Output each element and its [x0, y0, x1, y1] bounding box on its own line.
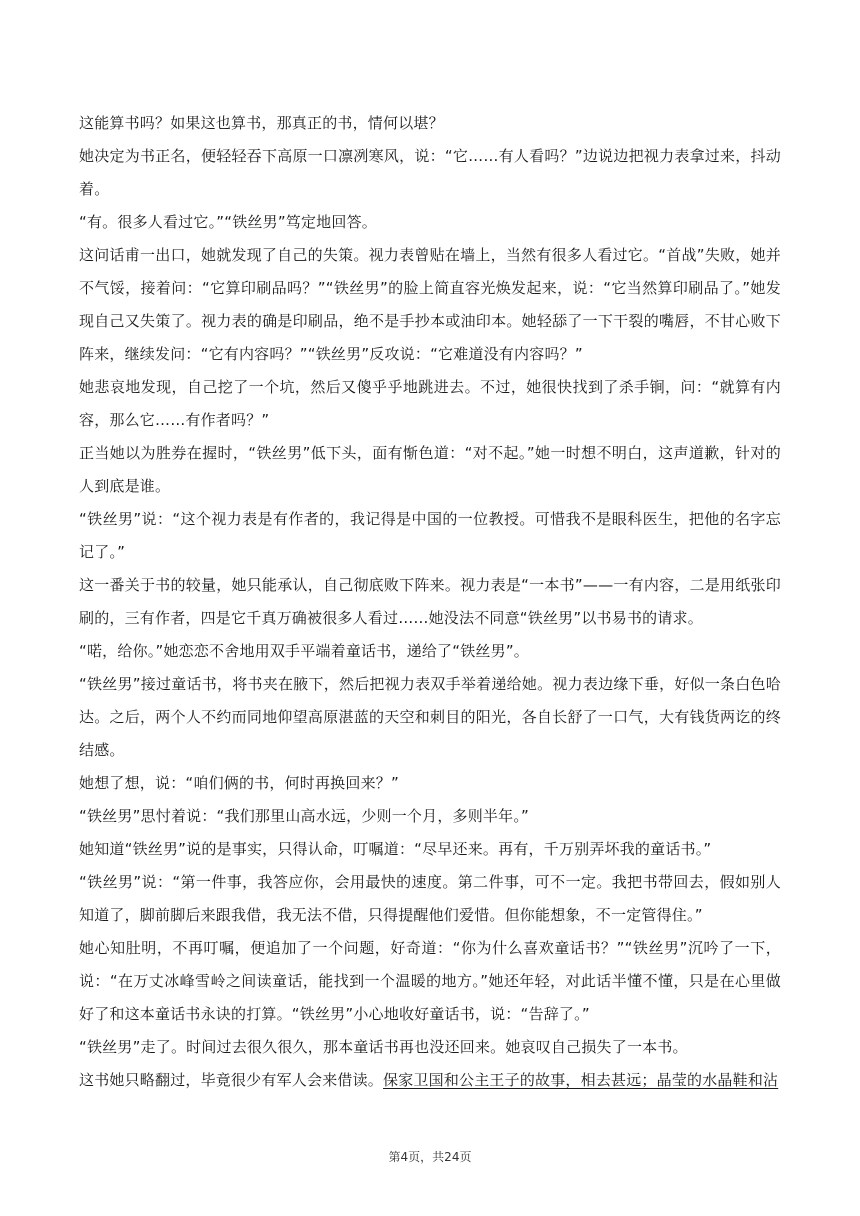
paragraph-9: “喏，给你。”她恋恋不舍地用双手平端着童话书，递给了“铁丝男”。 [79, 642, 529, 660]
paragraph-17 [79, 1064, 781, 1097]
paragraph-1: 这能算书吗？如果这也算书，那真正的书，情何以堪？ [79, 114, 444, 132]
paragraph-17-plain: 这书她只略翻过，毕竟很少有军人会来借读。 [79, 1071, 384, 1089]
paragraph-6: 正当她以为胜券在握时，“铁丝男”低下头，面有惭色道：“对不起。”她一时想不明白，这声道歉，针对的人到底是谁。 [79, 444, 781, 495]
paragraph-8: 这一番关于书的较量，她只能承认，自己彻底败下阵来。视力表是“一本书”——一有内容，二是用纸张印刷的，三有作者，四是它千真万确被很多人看过……她没法不同意“铁丝男”以书易书的请求。 [79, 576, 781, 627]
paragraph-4: 这问话甫一出口，她就发现了自己的失策。视力表曾贴在墙上，当然有很多人看过它。“首战”失败，她并不气馁，接着问：“它算印刷品吗？”“铁丝男”的脸上简直容光焕发起来，说：“它当然算印刷品了。”她发现自己又失策了。视力表的确是印刷品，绝不是手抄本或油印本。她轻舔了一下干裂的嘴唇，不甘心败下阵来，继续发问：“它有内容吗？”“铁丝男”反攻说：“它难道没有内容吗？” [79, 246, 781, 363]
paragraph-7: “铁丝男”说：“这个视力表是有作者的，我记得是中国的一位教授。可惜我不是眼科医生，把他的名字忘记了。” [79, 510, 781, 561]
paragraph-11: 她想了想，说：“咱们俩的书，何时再换回来？” [79, 774, 399, 792]
page-footer: 第4页，共24页 [388, 1150, 472, 1164]
paragraph-3: “有。很多人看过它。”“铁丝男”笃定地回答。 [79, 213, 377, 231]
paragraph-5: 她悲哀地发现，自己挖了一个坑，然后又傻乎乎地跳进去。不过，她很快找到了杀手锏，问：“就算有内容，那么它……有作者吗？” [79, 378, 781, 429]
paragraph-10: “铁丝男”接过童话书，将书夹在腋下，然后把视力表双手举着递给她。视力表边缘下垂，好似一条白色哈达。之后，两个人不约而同地仰望高原湛蓝的天空和刺目的阳光，各自长舒了一口气，大有钱货两讫的终结感。 [79, 675, 781, 759]
paragraph-13: 她知道“铁丝男”说的是事实，只得认命，叮嘱道：“尽早还来。再有，千万别弄坏我的童话书。” [79, 840, 712, 858]
underlined-excerpt: 保家卫国和公主王子的故事，相去甚远；晶莹的水晶鞋和沾 [383, 1071, 779, 1089]
paragraph-12: “铁丝男”思忖着说：“我们那里山高水远，少则一个月，多则半年。” [79, 807, 529, 825]
paragraph-15: 她心知肚明，不再叮嘱，便追加了一个问题，好奇道：“你为什么喜欢童话书？”“铁丝男”沉吟了一下，说：“在万丈冰峰雪岭之间读童话，能找到一个温暖的地方。”她还年轻，对此话半懂不懂，只是在心里做好了和这本童话书永诀的打算。“铁丝男”小心地收好童话书，说：“告辞了。” [79, 939, 781, 1023]
paragraph-14: “铁丝男”说：“第一件事，我答应你，会用最快的速度。第二件事，可不一定。我把书带回去，假如别人知道了，脚前脚后来跟我借，我无法不借，只得提醒他们爱惜。但你能想象，不一定管得住。” [79, 873, 781, 924]
paragraph-16: “铁丝男”走了。时间过去很久很久，那本童话书再也没还回来。她哀叹自己损失了一本书。 [79, 1038, 688, 1056]
article-body [79, 107, 781, 1097]
paragraph-2: 她决定为书正名，便轻轻吞下高原一口凛冽寒风，说：“它……有人看吗？”边说边把视力表拿过来，抖动着。 [79, 147, 781, 198]
